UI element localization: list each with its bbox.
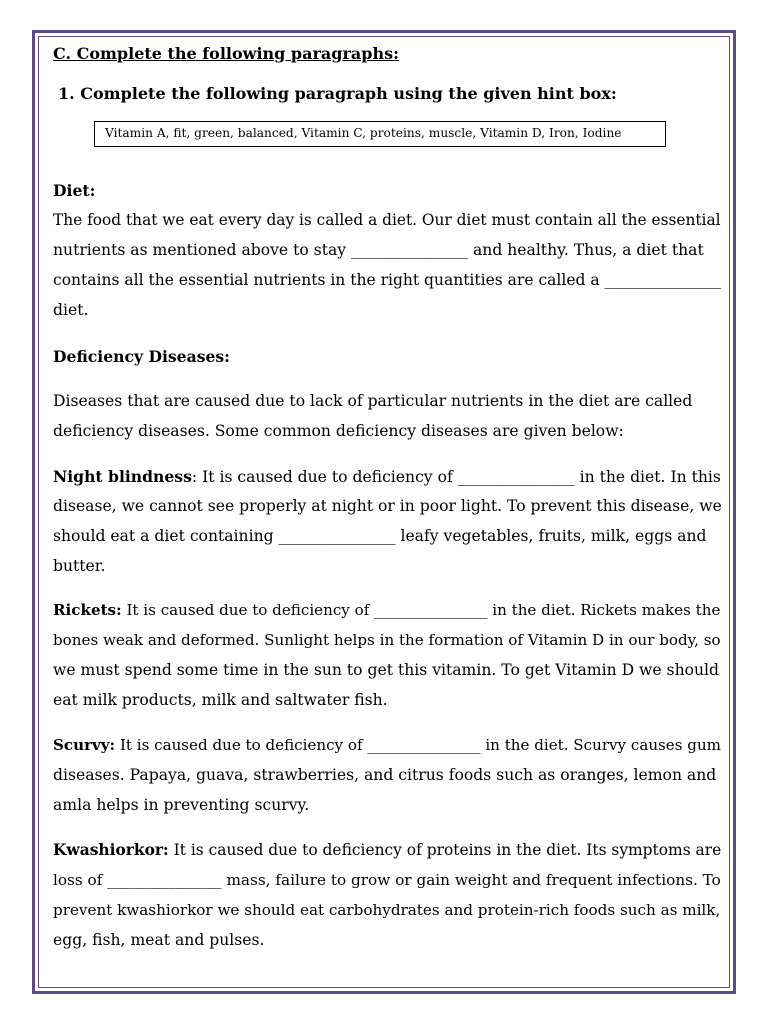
rickets-line-4: eat milk products, milk and saltwater fish. bbox=[53, 691, 388, 709]
scurvy-term: Scurvy: bbox=[53, 736, 116, 754]
rickets-line-2: bones weak and deformed. Sunlight helps in the formation of Vitamin D in our body, so bbox=[53, 631, 721, 649]
diet-line-1: The food that we eat every day is called a diet. Our diet must contain all the essential bbox=[53, 211, 721, 229]
rickets-text: It is caused due to deficiency of _______________ in the diet. Rickets makes the bbox=[121, 601, 721, 619]
rickets-term: Rickets: bbox=[53, 601, 122, 619]
night-blindness-line-3: should eat a diet containing _______________ leafy vegetables, fruits, milk, eggs and bbox=[53, 527, 707, 545]
kwashiorkor-term: Kwashiorkor: bbox=[53, 841, 169, 859]
diet-line-4: diet. bbox=[53, 301, 89, 319]
scurvy-line-3: amla helps in preventing scurvy. bbox=[53, 796, 310, 814]
night-blindness-text: : It is caused due to deficiency of _______________ in the diet. In this bbox=[191, 468, 721, 486]
kwashiorkor-line-1 bbox=[53, 841, 721, 859]
kwashiorkor-line-4: egg, fish, meat and pulses. bbox=[53, 931, 265, 949]
kwashiorkor-line-2: loss of _______________ mass, failure to grow or gain weight and frequent infections. To bbox=[53, 871, 721, 889]
diet-line-2: nutrients as mentioned above to stay _______________ and healthy. Thus, a diet that bbox=[53, 241, 704, 259]
diet-heading: Diet: bbox=[53, 181, 96, 200]
rickets-line-3: we must spend some time in the sun to get this vitamin. To get Vitamin D we should bbox=[53, 661, 720, 679]
night-blindness-line-4: butter. bbox=[53, 557, 106, 575]
kwashiorkor-line-3: prevent kwashiorkor we should eat carbohydrates and protein-rich foods such as milk, bbox=[53, 901, 721, 919]
deficiency-line-2: deficiency diseases. Some common deficiency diseases are given below: bbox=[53, 422, 624, 440]
section-heading: C. Complete the following paragraphs: bbox=[53, 44, 399, 63]
deficiency-line-1: Diseases that are caused due to lack of particular nutrients in the diet are called bbox=[53, 392, 693, 410]
scurvy-line-2: diseases. Papaya, guava, strawberries, and citrus foods such as oranges, lemon and bbox=[53, 766, 717, 784]
scurvy-text: It is caused due to deficiency of _______________ in the diet. Scurvy causes gum bbox=[115, 736, 721, 754]
night-blindness-line-2: disease, we cannot see properly at night or in poor light. To prevent this disease, we bbox=[53, 497, 722, 515]
rickets-line-1 bbox=[53, 601, 720, 619]
scurvy-line-1 bbox=[53, 736, 721, 754]
question-heading: 1. Complete the following paragraph using the given hint box: bbox=[58, 84, 617, 103]
deficiency-heading: Deficiency Diseases: bbox=[53, 347, 230, 366]
hint-box: Vitamin A, fit, green, balanced, Vitamin C, proteins, muscle, Vitamin D, Iron, Iodine bbox=[94, 121, 666, 147]
night-blindness-line-1 bbox=[53, 467, 721, 486]
kwashiorkor-text: It is caused due to deficiency of proteins in the diet. Its symptoms are bbox=[168, 841, 722, 859]
night-blindness-term: Night blindness bbox=[53, 467, 192, 486]
diet-line-3: contains all the essential nutrients in the right quantities are called a _______________ bbox=[53, 271, 721, 289]
